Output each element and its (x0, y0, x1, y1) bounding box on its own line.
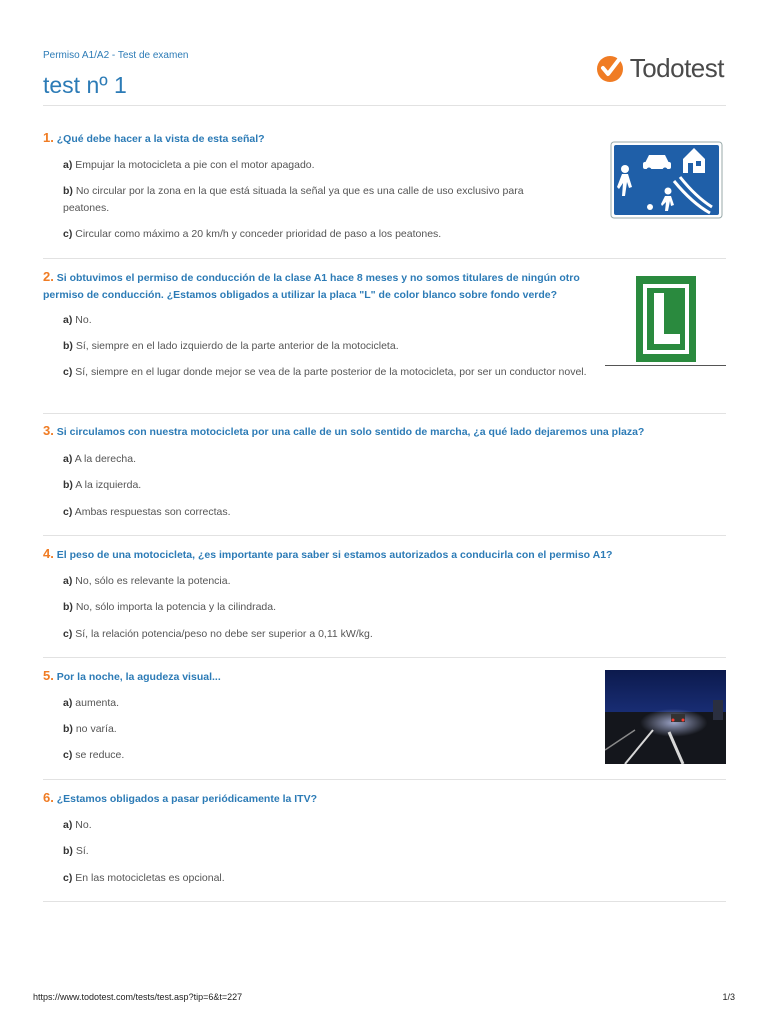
answer-b[interactable] (63, 721, 563, 738)
todotest-logo[interactable] (595, 52, 724, 84)
question-2 (43, 259, 726, 414)
answer-letter: a) (63, 697, 73, 709)
question-number: 3. (43, 423, 54, 438)
answer-text: A la derecha. (74, 453, 136, 465)
answer-text: No circular por la zona en la que está situada la señal ya que es una calle de uso exclusivo para peatones. (63, 185, 524, 214)
check-badge-icon (595, 52, 627, 84)
answer-letter: c) (63, 228, 73, 240)
answer-letter: b) (63, 340, 73, 352)
answer-b[interactable] (63, 477, 583, 494)
page-header (43, 48, 726, 106)
answer-text: Empujar la motocicleta a pie con el motor apagado. (75, 159, 315, 171)
question-number: 1. (43, 130, 54, 145)
answer-text: Sí. (75, 845, 89, 857)
question-5 (43, 658, 726, 780)
question-1 (43, 122, 726, 259)
answer-c[interactable] (63, 870, 583, 887)
question-text: 2. Si obtuvimos el permiso de conducción de la clase A1 hace 8 meses y no somos titulares de ningún otro permiso de conducción. ¿Estamos obligados a utilizar la placa "L" de color blanco sobre fondo verde? (43, 269, 580, 301)
breadcrumb[interactable]: Permiso A1/A2 - Test de examen (43, 50, 189, 61)
answer-b[interactable] (63, 843, 583, 860)
question-text: 5. Por la noche, la agudeza visual... (43, 668, 221, 683)
question-text: 3. Si circulamos con nuestra motocicleta por una calle de un solo sentido de marcha, ¿a qué lado dejaremos una plaza? (43, 423, 645, 438)
answer-text: Sí, siempre en el lado izquierdo de la parte anterior de la motocicleta. (75, 340, 399, 352)
residential-zone-sign-image (610, 141, 723, 219)
question-number: 2. (43, 269, 54, 284)
page-title: test nº 1 (43, 72, 127, 98)
answer-text: No, sólo importa la potencia y la cilindrada. (75, 601, 277, 613)
answer-a[interactable] (63, 817, 583, 834)
answer-text: Sí, siempre en el lugar donde mejor se vea de la parte posterior de la motocicleta, por ser un conductor novel. (75, 366, 587, 378)
answer-letter: c) (63, 506, 73, 518)
question-number: 5. (43, 668, 54, 683)
answer-b[interactable] (63, 338, 583, 355)
l-plate-icon (605, 275, 726, 365)
answer-text: Sí, la relación potencia/peso no debe ser superior a 0,11 kW/kg. (75, 628, 373, 640)
answer-text: Circular como máximo a 20 km/h y conceder prioridad de paso a los peatones. (75, 228, 442, 240)
answer-text: A la izquierda. (75, 479, 142, 491)
question-4 (43, 536, 726, 658)
answer-letter: a) (63, 159, 73, 171)
question-number: 4. (43, 546, 54, 561)
answer-text: No, sólo es relevante la potencia. (75, 575, 231, 587)
answer-text: No. (75, 314, 92, 326)
answer-letter: b) (63, 601, 73, 613)
answer-text: En las motocicletas es opcional. (75, 872, 225, 884)
answer-text: aumenta. (75, 697, 120, 709)
answer-letter: c) (63, 749, 73, 761)
answer-text: No. (75, 819, 92, 831)
answer-letter: a) (63, 575, 73, 587)
question-3 (43, 414, 726, 536)
question-number: 6. (43, 790, 54, 805)
answer-a[interactable] (63, 157, 563, 174)
answer-text: Ambas respuestas son correctas. (74, 506, 231, 518)
answer-letter: b) (63, 185, 73, 197)
answer-b[interactable] (63, 599, 583, 616)
answer-letter: b) (63, 845, 73, 857)
answer-a[interactable] (63, 573, 583, 590)
novice-l-plate-image (605, 275, 726, 366)
answer-b[interactable] (63, 183, 563, 217)
answer-c[interactable] (63, 226, 563, 243)
page-number: 1/3 (722, 992, 735, 1002)
answer-letter: c) (63, 366, 73, 378)
answer-a[interactable] (63, 695, 563, 712)
answer-letter: c) (63, 628, 73, 640)
answer-c[interactable] (63, 504, 583, 521)
answer-letter: a) (63, 314, 73, 326)
night-road-image (605, 670, 726, 764)
answer-text: no varía. (75, 723, 117, 735)
footer-url[interactable]: https://www.todotest.com/tests/test.asp?tip=6&t=227 (33, 992, 243, 1002)
answer-letter: a) (63, 819, 73, 831)
question-6 (43, 780, 726, 902)
answer-letter: a) (63, 453, 73, 465)
question-text: 1. ¿Qué debe hacer a la vista de esta señal? (43, 130, 265, 145)
answer-a[interactable] (63, 312, 583, 329)
question-text: 6. ¿Estamos obligados a pasar periódicamente la ITV? (43, 790, 318, 805)
answer-c[interactable] (63, 364, 598, 381)
answer-letter: c) (63, 872, 73, 884)
question-text: 4. El peso de una motocicleta, ¿es importante para saber si estamos autorizados a conducirla con el permiso A1? (43, 546, 613, 561)
answer-letter: b) (63, 479, 73, 491)
answer-text: se reduce. (75, 749, 125, 761)
answer-a[interactable] (63, 451, 583, 468)
logo-text: Todotest (629, 52, 724, 83)
answer-letter: b) (63, 723, 73, 735)
answer-c[interactable] (63, 626, 583, 643)
answer-c[interactable] (63, 747, 563, 764)
